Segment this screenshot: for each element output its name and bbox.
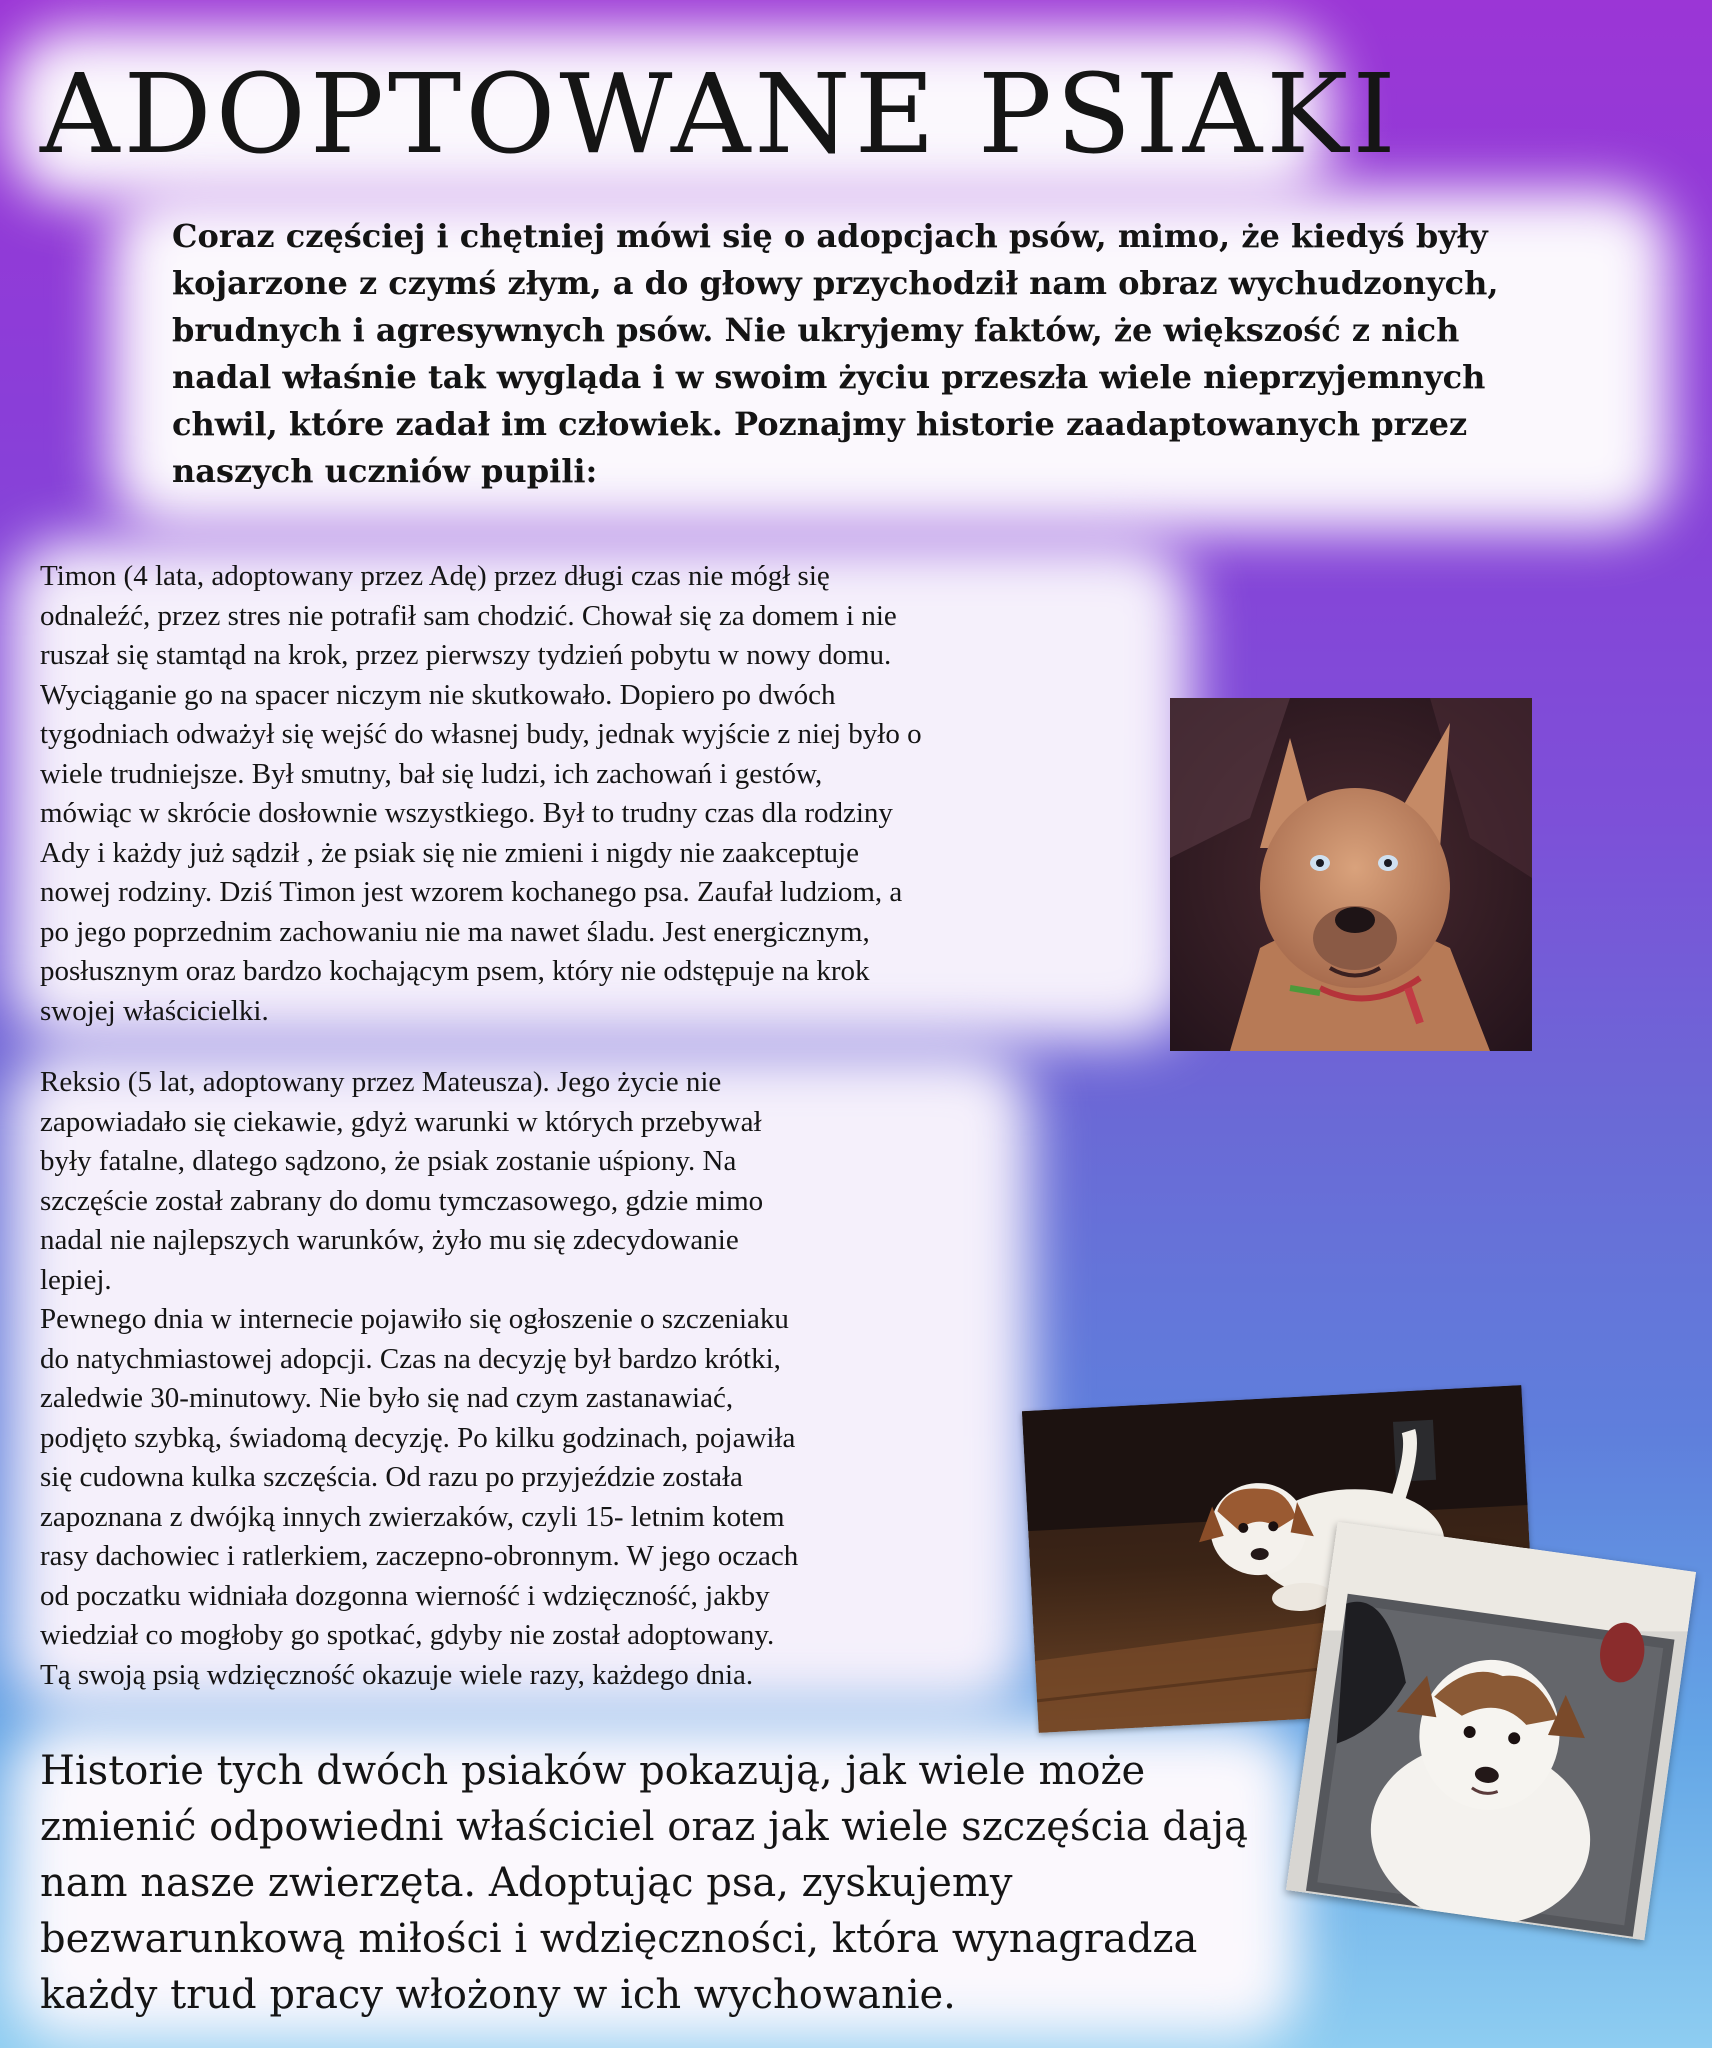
reksio-adult-photo (1286, 1522, 1696, 1941)
dog-image (1170, 698, 1532, 1051)
intro-paragraph: Coraz częściej i chętniej mówi się o adopcjach psów, mimo, że kiedyś były kojarzone z czymś złym, a do głowy przychodził nam obraz wychudzonych, brudnych i agresywnych psów. Nie ukryjemy faktów, że większość z nich nadal właśnie tak wygląda i w swoim życiu przeszła wiele nieprzyjemnych chwil, które zadał im człowiek. Poznajmy historie zaadaptowanych przez naszych uczniów pupili: (172, 217, 1499, 490)
story-timon: Timon (4 lata, adoptowany przez Adę) przez długi czas nie mógł się odnaleźć, przez stres nie potrafił sam chodzić. Chował się za domem i nie ruszał się stamtąd na krok, przez pierwszy tydzień pobytu w nowy domu. Wyciąganie go na spacer niczym nie skutkowało. Dopiero po dwóch tygodniach odważył się wejść do własnej budy, jednak wyjście z niej było o wiele trudniejsze. Był smutny, bał się ludzi, ich zachowań i gestów, mówiąc w skrócie dosłownie wszystkiego. Był to trudny czas dla rodziny Ady i każdy już sądził , że psiak się nie zmieni i nigdy nie zaakceptuje nowej rodziny. Dziś Timon jest wzorem kochanego psa. Zaufał ludziom, a po jego poprzednim zachowaniu nie ma nawet śladu. Jest energicznym, posłusznym oraz bardzo kochającym psem, który nie odstępuje na krok swojej właścicielki. (40, 560, 922, 1027)
story-reksio: Reksio (5 lat, adoptowany przez Mateusza). Jego życie nie zapowiadało się ciekawie, gdyż warunki w których przebywał były fatalne, dlatego sądzono, że psiak zostanie uśpiony. Na szczęście został zabrany do domu tymczasowego, gdzie mimo nadal nie najlepszych warunków, żyło mu się zdecydowanie lepiej. Pewnego dnia w internecie pojawiło się ogłoszenie o szczeniaku do natychmiastowej adopcji. Czas na decyzję był bardzo krótki, zaledwie 30-minutowy. Nie było się nad czym zastanawiać, podjęto szybką, świadomą decyzję. Po kilku godzinach, pojawiła się cudowna kulka szczęścia. Od razu po przyjeździe została zapoznana z dwójką innych zwierzaków, czyli 15- letnim kotem rasy dachowiec i ratlerkiem, zaczepno-obronnym. W jego oczach od poczatku widniała dozgonna wierność i wdzięczność, jakby wiedział co mogłoby go spotkać, gdyby nie został adoptowany. Tą swoją psią wdzięczność okazuje wiele razy, każdego dnia. (40, 1066, 799, 1691)
page-title: ADOPTOWANE PSIAKI (40, 50, 1400, 178)
timon-dog-photo (1170, 698, 1532, 1051)
adult-dog-image (1286, 1522, 1696, 1941)
closing-paragraph: Historie tych dwóch psiaków pokazują, jak wiele może zmienić odpowiedni właściciel oraz jak wiele szczęścia dają nam nasze zwierzęta. Adoptując psa, zyskujemy bezwarunkową miłości i wdzięczności, która wynagradza każdy trud pracy włożony w ich wychowanie. (40, 1748, 1248, 2018)
